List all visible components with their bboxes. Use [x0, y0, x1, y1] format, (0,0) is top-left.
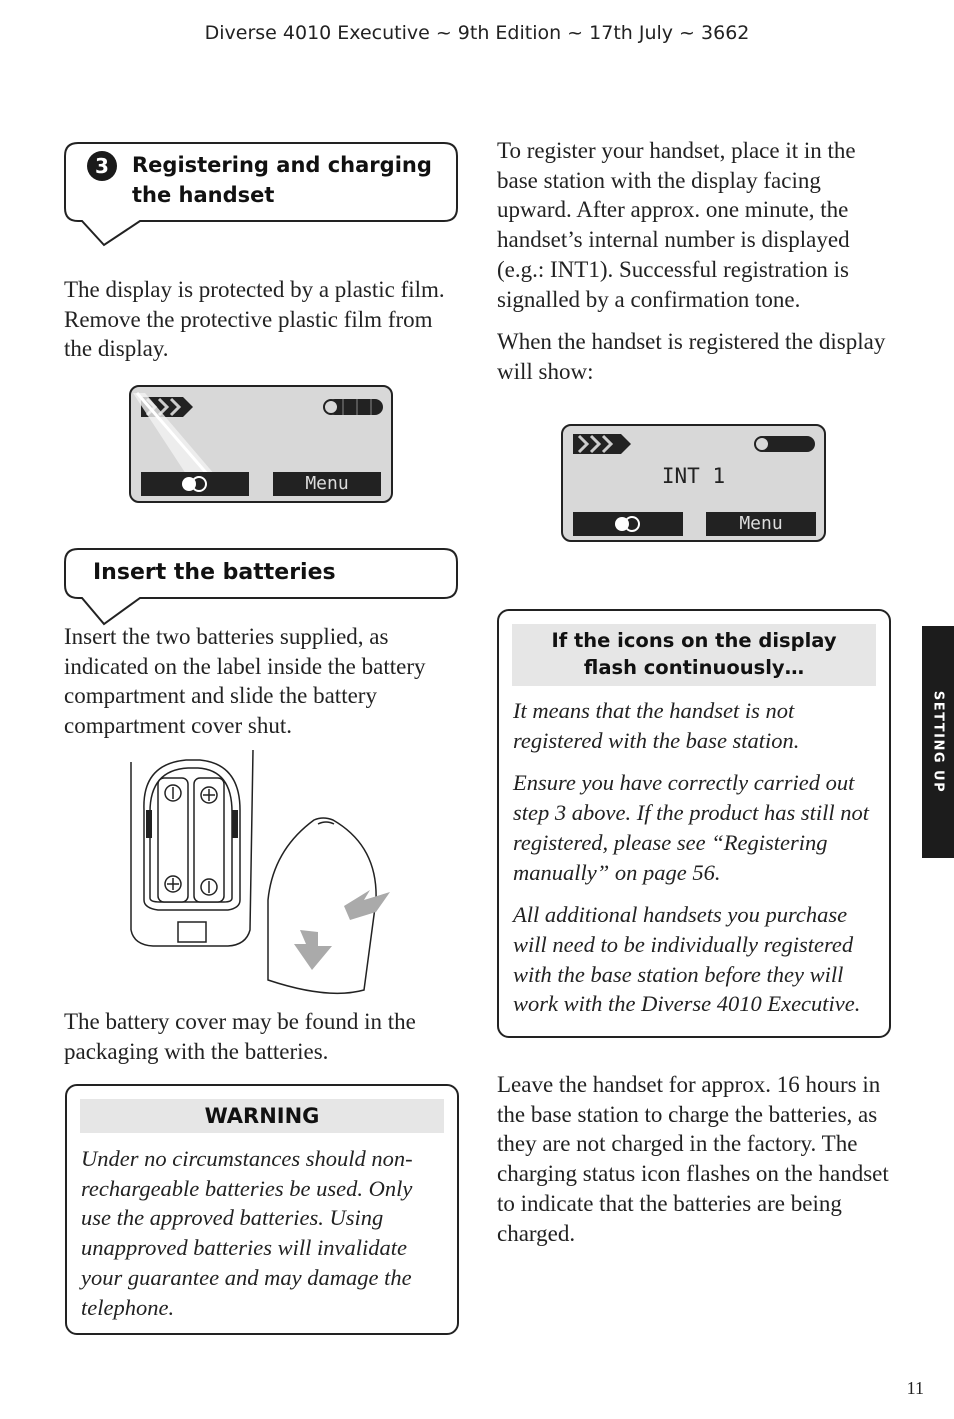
charge-paragraph: [497, 1070, 893, 1248]
step-number-badge: 3: [87, 151, 117, 181]
side-tab-label: SETTING UP: [930, 690, 946, 794]
step-3-title-line2: the handset: [132, 183, 275, 207]
intercom-icon: [175, 474, 215, 494]
flash-box-p2: Ensure you have correctly carried out step 3 above. If the product has still not registered, please see “Registering manually” on page 56.: [513, 770, 870, 885]
menu-softkey: Menu: [706, 512, 816, 536]
handset-display-with-film: [129, 385, 393, 503]
battery-icon: [324, 399, 383, 415]
flash-info-box: [497, 609, 891, 1038]
display-icons: [563, 426, 824, 466]
warning-box: [65, 1084, 459, 1335]
intercom-softkey: [141, 472, 249, 496]
flash-box-header: [512, 624, 876, 686]
insert-batteries-callout: [64, 548, 458, 628]
register-text-1: To register your handset, place it in the base station with the display facing upward. After approx. one minute, the handset’s internal number is displayed (e.g.: INT1). Successful registration is signalled by a confirmation tone.: [497, 138, 856, 312]
page-number: 11: [906, 1378, 924, 1398]
running-header: Diverse 4010 Executive ~ 9th Edition ~ 17th July ~ 3662: [204, 22, 750, 44]
battery-cover-paragraph: [64, 1007, 460, 1066]
signal-arrows-icon: [573, 434, 631, 454]
insert-batteries-paragraph: [64, 622, 460, 741]
step-3-callout: [64, 142, 458, 248]
protect-film-text: The display is protected by a plastic film. Remove the protective plastic film from the display.: [64, 277, 445, 362]
warning-text: Under no circumstances should non-rechargeable batteries be used. Only use the approved batteries. Using unapproved batteries will invalidate your guarantee and may damage the telephone.: [81, 1146, 413, 1320]
intercom-softkey: [573, 512, 683, 536]
flash-box-p1: It means that the handset is not registered with the base station.: [513, 698, 800, 753]
section-side-tab: [922, 626, 954, 858]
step-3-title-line1: Registering and charging: [132, 153, 432, 177]
charge-text: Leave the handset for approx. 16 hours in the base station to charge the batteries, as they are not charged in the factory. The charging status icon flashes on the handset to indicate that the batteries are being charged.: [497, 1072, 889, 1246]
warning-body: [81, 1144, 431, 1335]
register-text-2: When the handset is registered the display will show:: [497, 329, 886, 384]
flash-box-title-line2: flash continuously…: [583, 656, 805, 679]
battery-compartment-illustration: [128, 750, 398, 1000]
protect-film-paragraph: [64, 275, 456, 364]
intercom-icon: [608, 514, 648, 534]
warning-title: WARNING: [80, 1099, 444, 1133]
handset-display-registered: [561, 424, 826, 542]
handset-back: [131, 750, 253, 946]
display-line: INT 1: [661, 464, 726, 488]
register-paragraphs: [497, 136, 893, 387]
flash-box-title-line1: If the icons on the display: [551, 629, 837, 652]
insert-batteries-text: Insert the two batteries supplied, as indicated on the label inside the battery compartment and slide the battery compartment cover shut.: [64, 624, 426, 739]
battery-cover-text: The battery cover may be found in the packaging with the batteries.: [64, 1009, 416, 1064]
battery-icon: [755, 436, 815, 452]
menu-softkey: Menu: [273, 472, 381, 496]
flash-box-body: [513, 696, 877, 1032]
battery-cells: [158, 778, 224, 902]
flash-box-p3: All additional handsets you purchase will need to be individually registered with the base station before they will work with the Diverse 4010 Executive.: [513, 902, 861, 1017]
insert-batteries-title: Insert the batteries: [93, 560, 336, 585]
